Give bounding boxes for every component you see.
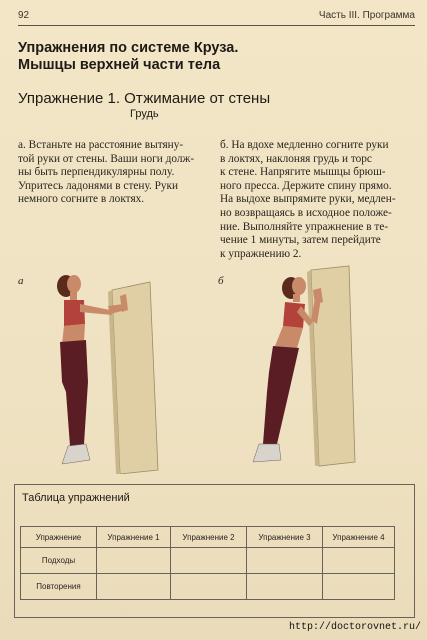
table-header-row — [21, 527, 395, 548]
text-line: в локтях, наклоняя грудь и торс — [220, 152, 372, 165]
table-cell[interactable] — [247, 548, 323, 574]
text-line: немного согните в локтях. — [18, 193, 145, 206]
row-label-sets: Подходы — [21, 548, 97, 574]
neck — [70, 292, 77, 300]
table-header-cell: Упражнение 1 — [97, 527, 171, 548]
text-line: к стене. Напрягите мышцы брюш- — [220, 166, 386, 179]
head — [292, 277, 306, 295]
head — [67, 275, 81, 293]
text-line: ние. Выполняйте упражнение в те- — [220, 220, 389, 233]
text-line: Упритесь ладонями в стену. Руки — [18, 179, 179, 192]
table-cell[interactable] — [97, 548, 171, 574]
table-header-cell: Упражнение 2 — [171, 527, 247, 548]
table-cell[interactable] — [323, 548, 395, 574]
exercise-table — [20, 526, 395, 600]
sports-top — [64, 300, 85, 326]
table-row — [21, 548, 395, 574]
text-line: ны быть перпендикулярны полу. — [18, 166, 175, 179]
instruction-column-a — [18, 139, 208, 207]
table-cell[interactable] — [171, 548, 247, 574]
arm-upper — [80, 304, 112, 315]
row-label-reps: Повторения — [21, 574, 97, 600]
figure-label-b: б — [218, 275, 224, 287]
pants — [60, 340, 88, 446]
text-line: а. Встаньте на расстояние вытяну- — [18, 139, 184, 151]
torso — [275, 326, 303, 348]
section-title: Часть III. Программа — [318, 10, 415, 21]
text-line: ного пресса. Держите спину прямо. — [220, 179, 392, 192]
figure-b-wall-pushup-bent — [245, 262, 375, 474]
table-header-cell: Упражнение 4 — [323, 527, 395, 548]
chapter-title-line: Упражнения по системе Круза. — [18, 40, 239, 56]
pants — [263, 346, 299, 444]
text-line: к упражнению 2. — [220, 247, 302, 260]
watermark-url: http://doctorovnet.ru/ — [288, 622, 421, 633]
page-number: 92 — [18, 10, 30, 21]
running-header — [18, 8, 415, 24]
table-header-cell: Упражнение — [21, 527, 97, 548]
table-cell[interactable] — [171, 574, 247, 600]
header-rule — [18, 25, 415, 26]
table-row — [21, 574, 395, 600]
exercise-title: Упражнение 1. Отжимание от стены — [18, 90, 271, 107]
chapter-title-line: Мышцы верхней части тела — [18, 57, 221, 73]
chapter-title — [18, 40, 413, 74]
text-line: На выдохе выпрямите руки, медлен- — [220, 193, 396, 206]
table-cell[interactable] — [247, 574, 323, 600]
table-header-cell: Упражнение 3 — [247, 527, 323, 548]
instruction-column-b — [220, 139, 416, 261]
table-cell[interactable] — [97, 574, 171, 600]
sneakers — [253, 444, 281, 462]
figure-a-wall-pushup-start — [40, 262, 170, 474]
text-line: но возвращаясь в исходное положе- — [220, 206, 392, 219]
figure-label-a: а — [18, 275, 24, 287]
exercise-table-title: Таблица упражнений — [22, 492, 130, 504]
exercise-subtitle: Грудь — [130, 108, 159, 120]
neck — [293, 294, 300, 302]
text-line: той руки от стены. Ваши ноги долж- — [18, 152, 195, 165]
sneakers — [62, 444, 90, 464]
text-line: чение 1 минуты, затем перейдите — [220, 234, 381, 247]
table-cell[interactable] — [323, 574, 395, 600]
text-line: б. На вдохе медленно согните руки — [220, 139, 389, 151]
